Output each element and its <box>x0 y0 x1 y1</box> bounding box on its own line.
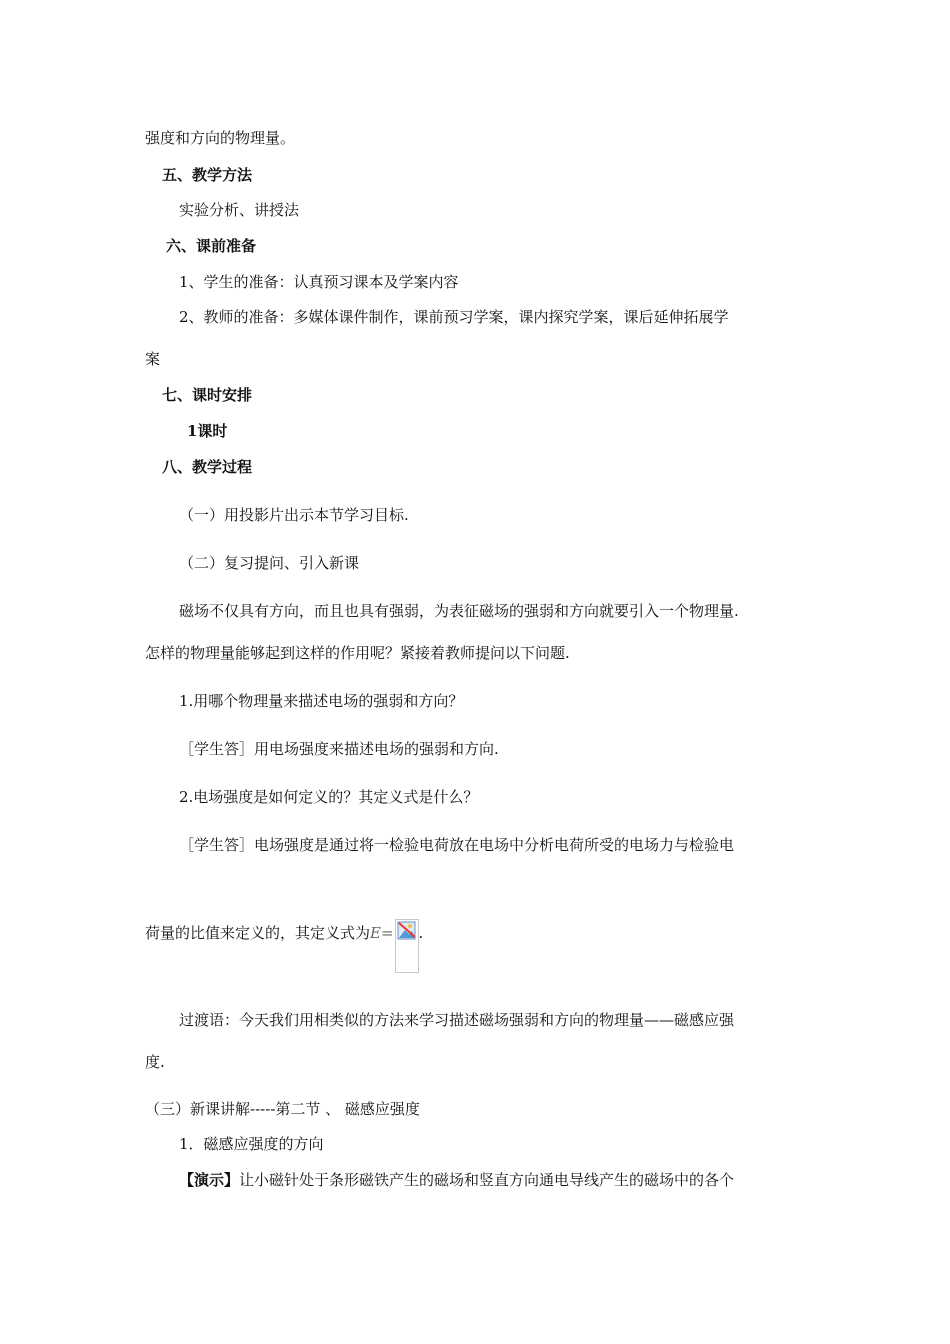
broken-image-icon <box>396 920 418 942</box>
text-line: 实验分析、讲授法 <box>179 201 300 219</box>
text-line: 2.电场强度是如何定义的？其定义式是什么？ <box>179 788 479 806</box>
formula-variable: E= <box>370 924 394 942</box>
text-line: 1课时 <box>187 422 228 440</box>
subsection-heading: 1．磁感应强度的方向 <box>179 1135 324 1153</box>
text-line: 1、学生的准备：认真预习课本及学案内容 <box>179 273 459 291</box>
text-line: 强度和方向的物理量。 <box>145 129 296 147</box>
section-heading-5: 五、教学方法 <box>162 166 253 184</box>
demo-label: 【演示】 <box>179 1171 240 1189</box>
formula-line <box>145 923 423 977</box>
section-heading-7: 七、课时安排 <box>162 386 253 404</box>
text-line: 过渡语：今天我们用相类似的方法来学习描述磁场强弱和方向的物理量——磁感应强 <box>179 1011 735 1029</box>
text-fragment: . <box>418 924 424 942</box>
text-line: 2、教师的准备：多媒体课件制作，课前预习学案，课内探究学案，课后延伸拓展学 <box>179 308 729 326</box>
section-heading-3: （三）新课讲解-----第二节 、 磁感应强度 <box>145 1100 420 1118</box>
text-fragment: 荷量的比值来定义的，其定义式为 <box>145 924 371 942</box>
demo-line <box>179 1170 734 1190</box>
section-heading-8: 八、教学过程 <box>162 458 253 476</box>
text-line: 1.用哪个物理量来描述电场的强弱和方向？ <box>179 692 464 710</box>
text-line: 磁场不仅具有方向，而且也具有强弱，为表征磁场的强弱和方向就要引入一个物理量. <box>179 602 739 620</box>
text-line: ［学生答］用电场强度来描述电场的强弱和方向. <box>179 740 499 758</box>
text-line: ［学生答］电场强度是通过将一检验电荷放在电场中分析电荷所受的电场力与检验电 <box>179 836 735 854</box>
text-line: 案 <box>145 350 161 368</box>
formula-image-placeholder <box>395 919 419 973</box>
section-heading-6: 六、课前准备 <box>166 237 257 255</box>
text-line: 怎样的物理量能够起到这样的作用呢？紧接着教师提问以下问题. <box>145 644 570 662</box>
text-fragment: 让小磁针处于条形磁铁产生的磁场和竖直方向通电导线产生的磁场中的各个 <box>239 1171 735 1189</box>
text-line: （一）用投影片出示本节学习目标. <box>179 506 409 524</box>
text-line: 度. <box>145 1053 165 1071</box>
text-line: （二）复习提问、引入新课 <box>179 554 360 572</box>
